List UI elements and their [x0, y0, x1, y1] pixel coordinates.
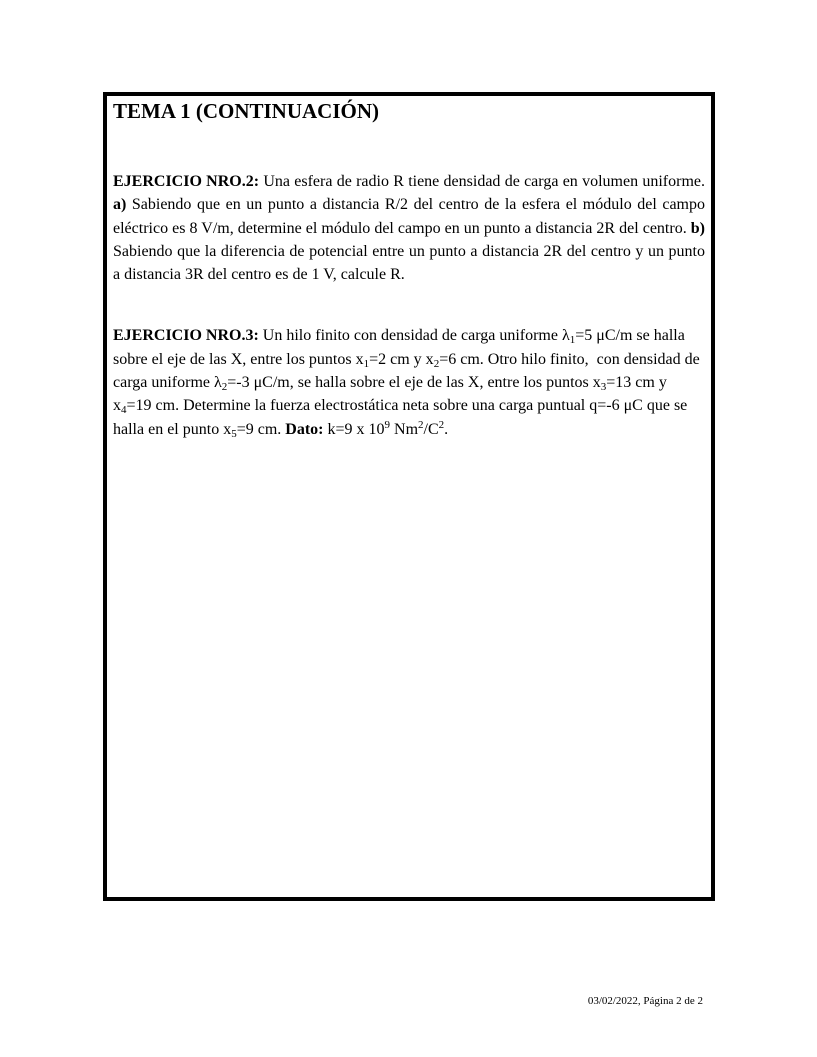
- exercise-2-paragraph: EJERCICIO NRO.2: Una esfera de radio R tiene densidad de carga en volumen uniforme. a) Sabiendo que en un punto a distancia R/2 del centro de la esfera el módulo del campo eléctrico es 8 V/m, determine el módulo del campo en un punto a distancia 2R del centro. b) Sabiendo que la diferencia de potencial entre un punto a distancia 2R del centro y un punto a distancia 3R del centro es de 1 V, calcule R.: [113, 173, 709, 284]
- exercise-3-paragraph: EJERCICIO NRO.3: Un hilo finito con densidad de carga uniforme $\lambda_1=5$ μC/m se halla sobre el eje de las X, entre los puntos $x_1=2$ cm y $x_2=6$ cm. Otro hilo finito, con densidad de carga uniforme $\lambda_2=-3$ μC/m, se halla sobre el eje de las X, entre los puntos $x_3=13$ cm y $x_4=19$ cm. Determine la fuerza electrostática neta sobre una carga puntual q=-6 μC que se halla en el punto $x_5=9$ cm. Dato: k=9 x $10^9$ $Nm^2/C^2$.: [113, 327, 704, 440]
- content-frame: [103, 92, 715, 901]
- page-title: TEMA 1 (CONTINUACIÓN): [113, 99, 380, 123]
- page-footer: 03/02/2022, Página 2 de 2: [587, 995, 703, 1007]
